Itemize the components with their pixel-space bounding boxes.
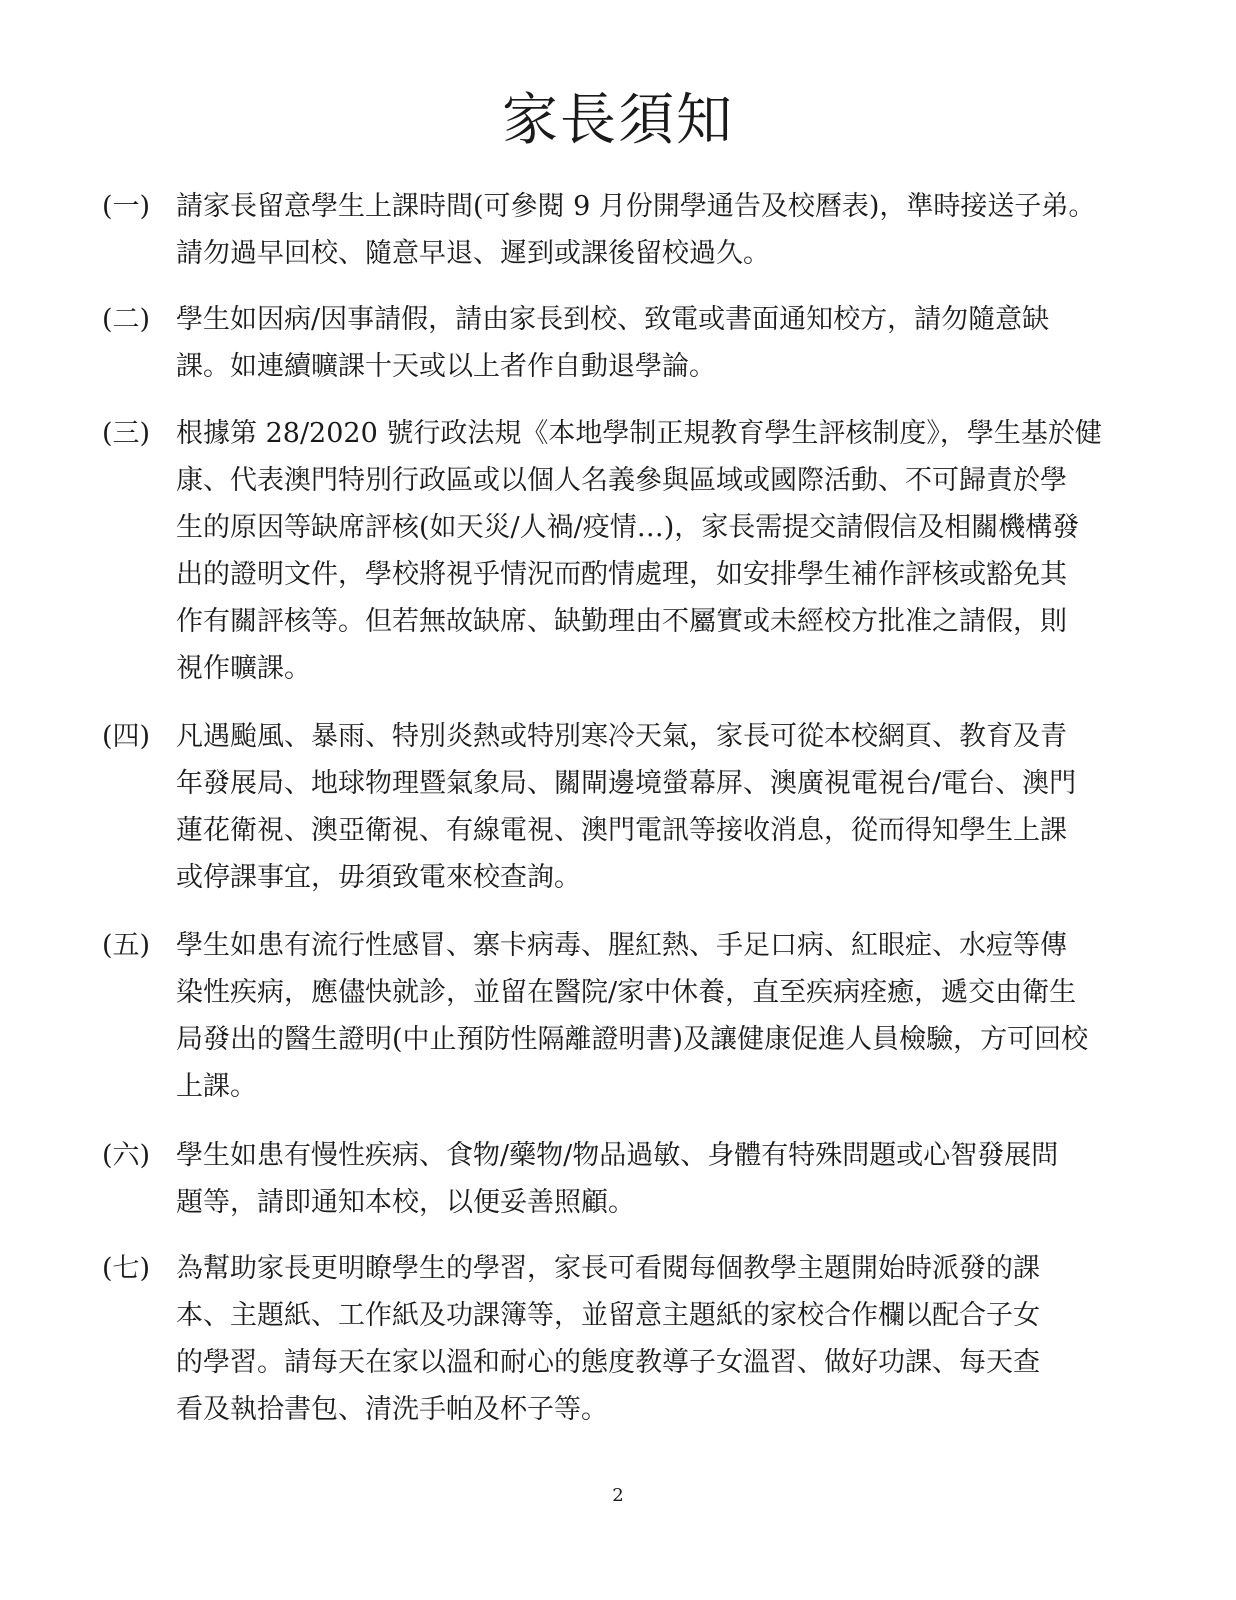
page-title: 家長須知: [502, 88, 734, 153]
item-line: 的學習。請每天在家以溫和耐心的態度教導子女溫習、做好功課、每天查: [176, 1347, 1040, 1378]
item-line: 學生如因病/因事請假，請由家長到校、致電或書面通知校方，請勿隨意缺: [176, 304, 1050, 335]
page-number: 2: [612, 1485, 624, 1506]
item-number: (四): [102, 721, 151, 752]
item-line: 學生如患有慢性疾病、食物/藥物/物品過敏、身體有特殊問題或心智發展問: [176, 1140, 1059, 1171]
item-line: 根據第 28/2020 號行政法規《本地學制正規教育學生評核制度》，學生基於健: [176, 418, 1102, 449]
item-line: 學生如患有流行性感冒、寨卡病毒、腥紅熱、手足口病、紅眼症、水痘等傳: [176, 930, 1067, 961]
item-line: 蓮花衛視、澳亞衛視、有線電視、澳門電訊等接收消息，從而得知學生上課: [176, 815, 1067, 846]
item-line: 年發展局、地球物理暨氣象局、關閘邊境螢幕屏、澳廣視電視台/電台、澳門: [176, 768, 1077, 799]
item-line: 題等，請即通知本校，以便妥善照顧。: [176, 1187, 635, 1218]
item-line: 出的證明文件，學校將視乎情況而酌情處理，如安排學生補作評核或豁免其: [176, 559, 1067, 590]
item-number: (一): [102, 191, 151, 222]
item-text: [176, 1245, 1136, 1433]
item-line: 康、代表澳門特別行政區或以個人名義參與區域或國際活動、不可歸責於學: [176, 465, 1067, 496]
item-text: [176, 296, 1136, 390]
item-number: (七): [102, 1253, 151, 1284]
item-number: (三): [102, 418, 151, 449]
item-line: 生的原因等缺席評核(如天災/人禍/疫情…)，家長需提交請假信及相關機構發: [176, 512, 1080, 543]
item-line: 為幫助家長更明瞭學生的學習，家長可看閱每個教學主題開始時派發的課: [176, 1253, 1040, 1284]
item-line: 課。如連續曠課十天或以上者作自動退學論。: [176, 351, 716, 382]
item-line: 請勿過早回校、隨意早退、遲到或課後留校過久。: [176, 238, 770, 269]
item-line: 看及執拾書包、清洗手帕及杯子等。: [176, 1394, 608, 1425]
item-line: 作有關評核等。但若無故缺席、缺勤理由不屬實或未經校方批准之請假，則: [176, 606, 1067, 637]
item-number: (五): [102, 930, 151, 961]
item-line: 局發出的醫生證明(中止預防性隔離證明書)及讓健康促進人員檢驗，方可回校: [176, 1024, 1089, 1055]
item-text: [176, 183, 1136, 277]
item-line: 本、主題紙、工作紙及功課簿等，並留意主題紙的家校合作欄以配合子女: [176, 1300, 1040, 1331]
item-line: 或停課事宜，毋須致電來校查詢。: [176, 862, 581, 893]
item-line: 染性疾病，應儘快就診，並留在醫院/家中休養，直至疾病痊癒，遞交由衛生: [176, 977, 1077, 1008]
item-line: 視作曠課。: [176, 653, 311, 684]
item-text: [176, 713, 1136, 901]
item-text: [176, 1132, 1136, 1226]
item-number: (六): [102, 1140, 151, 1171]
item-line: 請家長留意學生上課時間(可參閱 9 月份開學通告及校曆表)，準時接送子弟。: [176, 191, 1096, 222]
item-number: (二): [102, 304, 151, 335]
item-text: [176, 410, 1136, 692]
item-text: [176, 922, 1136, 1110]
item-line: 上課。: [176, 1071, 257, 1102]
item-line: 凡遇颱風、暴雨、特別炎熱或特別寒冷天氣，家長可從本校網頁、教育及青: [176, 721, 1067, 752]
